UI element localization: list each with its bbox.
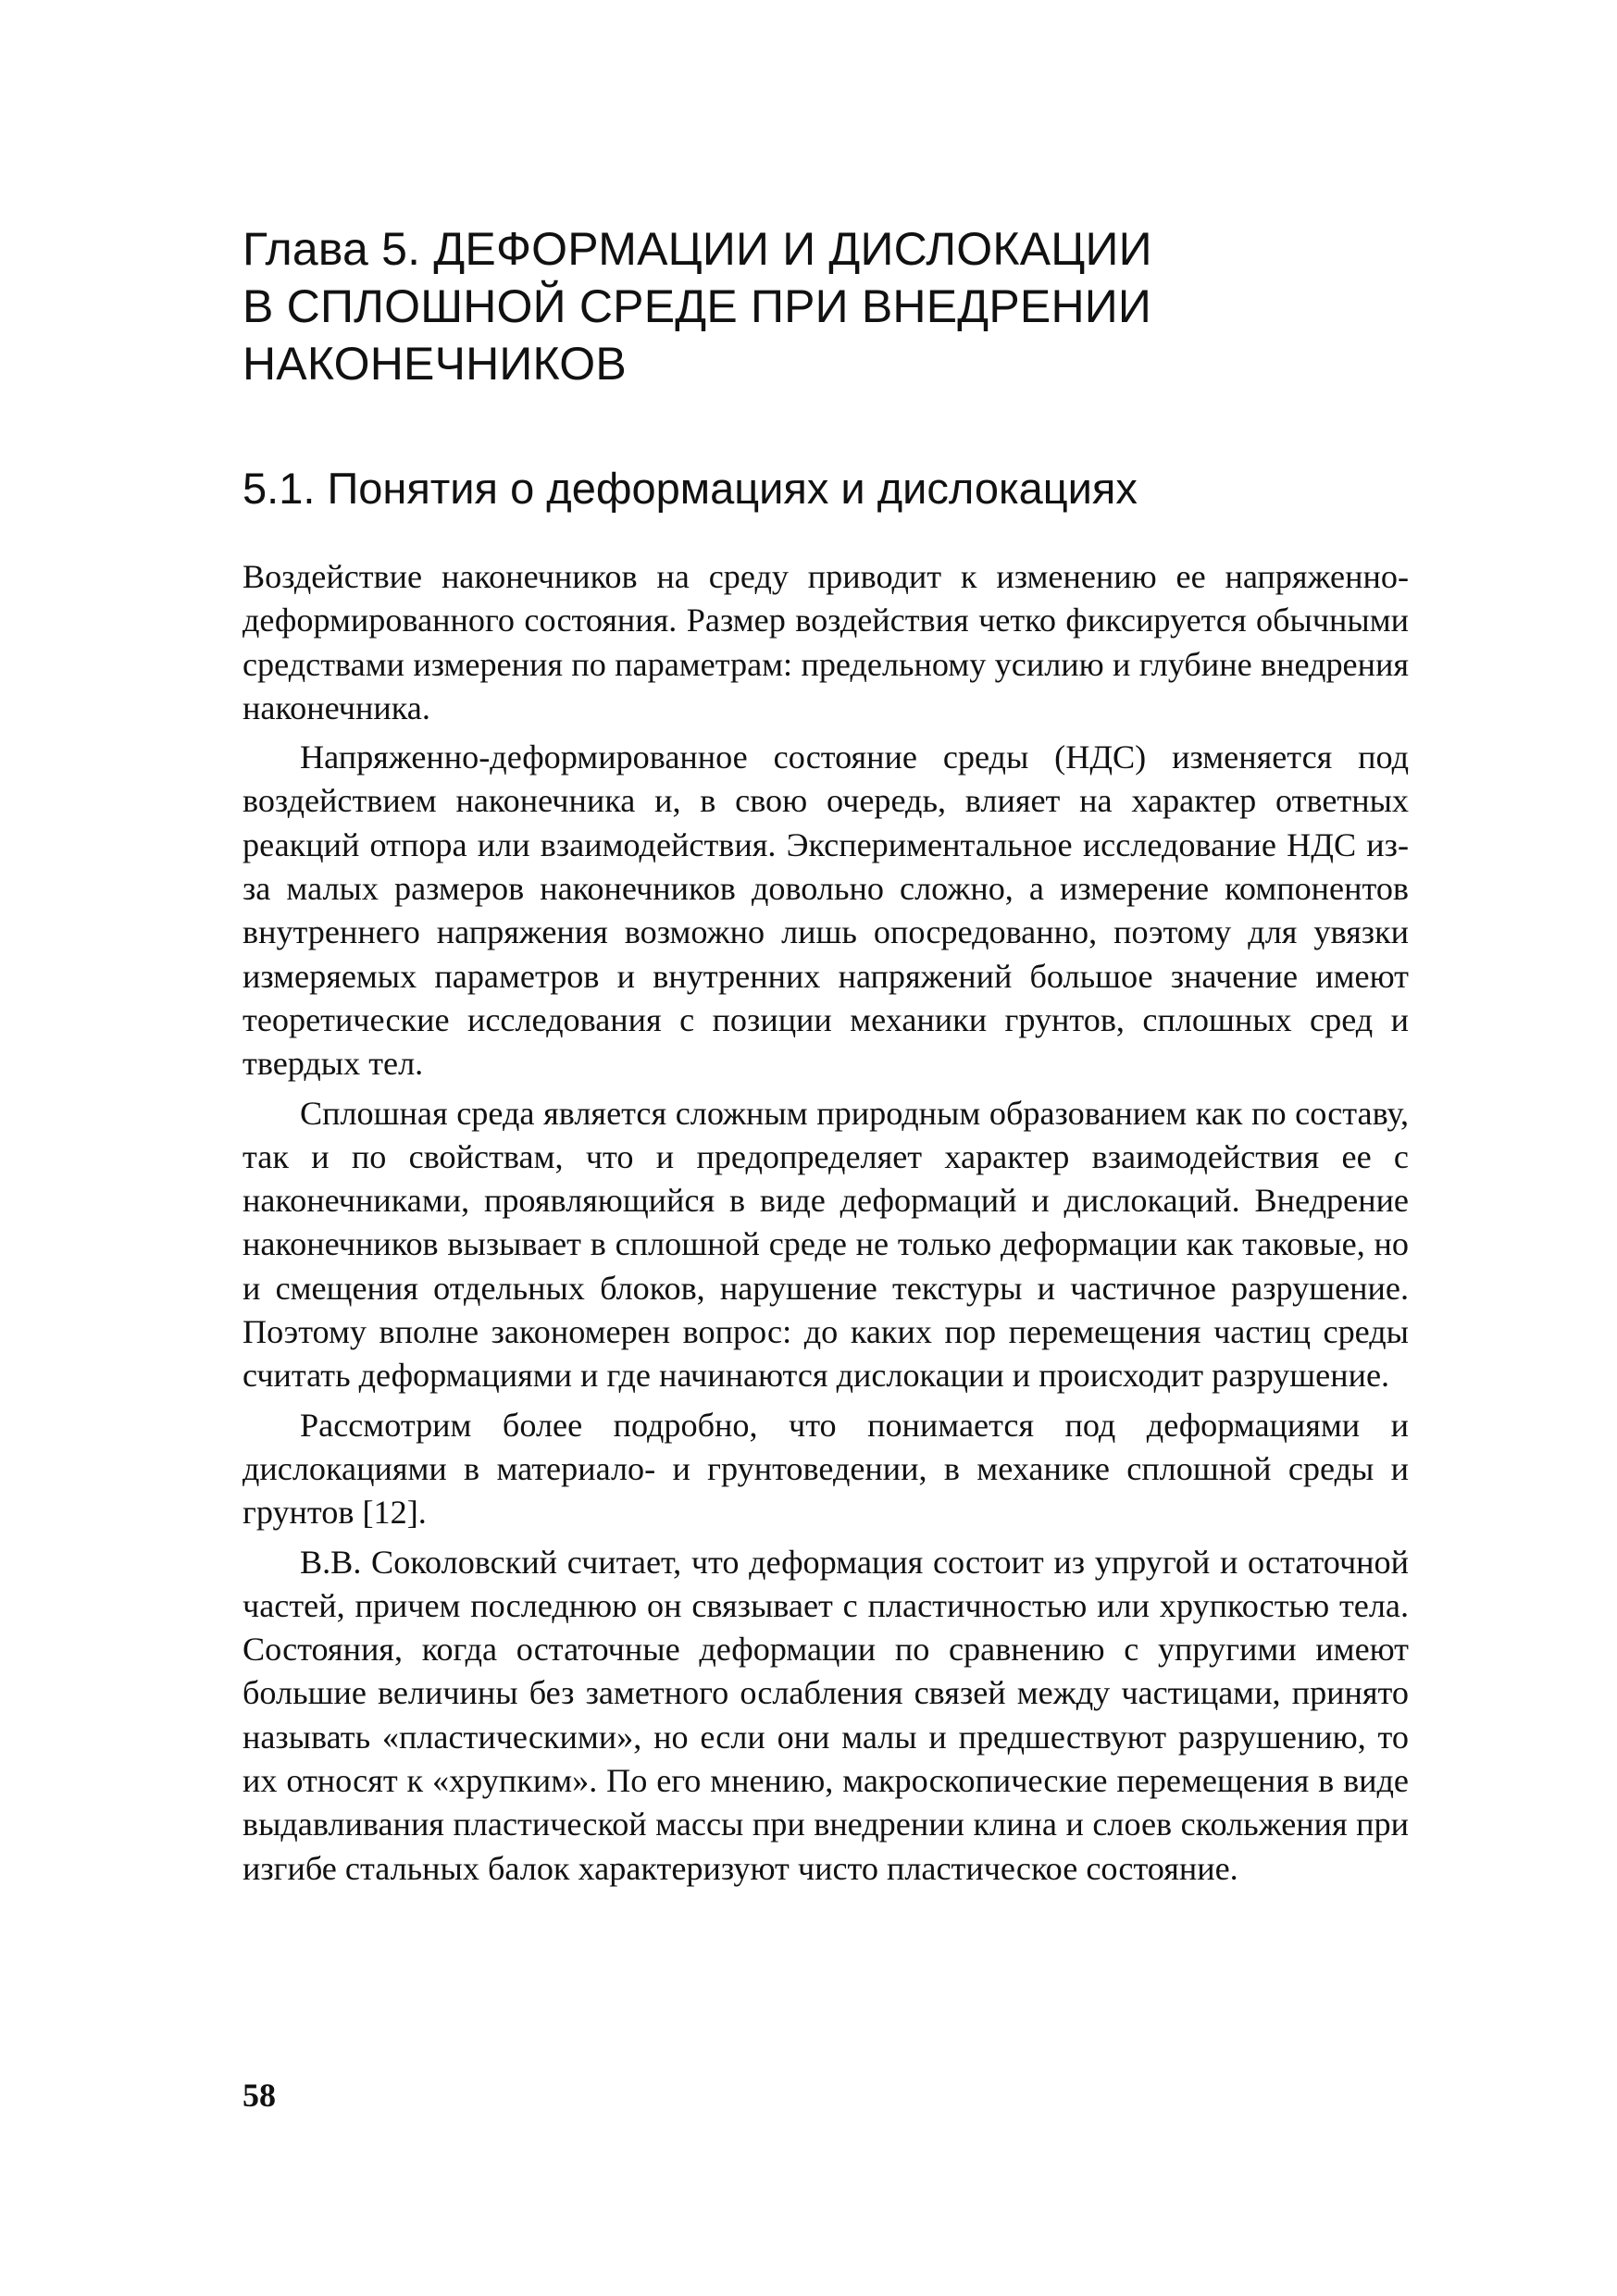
- paragraph: В.В. Соколовский считает, что деформация состоит из упругой и остаточной частей, причем последнюю он связывает с пластичностью или хрупкостью тела. Состояния, когда остаточные деформации по сравнению с упругими имеют большие величины без заметного ослабления связей между частицами, принято называть «пластическими», но если они малы и предшествуют разрушению, то их относят к «хрупким». По его мнению, макроскопические перемещения в виде выдавливания пластической массы при внедрении клина и слоев скольжения при изгибе стальных балок характеризуют чисто пластическое состояние.: [243, 1543, 1409, 1887]
- chapter-title-line-1: Глава 5. ДЕФОРМАЦИИ И ДИСЛОКАЦИИ: [243, 223, 1152, 275]
- body-text: [243, 555, 1409, 1896]
- page-number: 58: [243, 2077, 276, 2114]
- chapter-title: [243, 220, 1409, 392]
- chapter-title-line-2: В СПЛОШНОЙ СРЕДЕ ПРИ ВНЕДРЕНИИ: [243, 280, 1152, 332]
- section-title: 5.1. Понятия о деформациях и дислокациях: [243, 464, 1138, 513]
- paragraph: Сплошная среда является сложным природным образованием как по составу, так и по свойствам, что и предопределяет характер взаимодействия ее с наконечниками, проявляющийся в виде деформаций и дислокаций. Внедрение наконечников вызывает в сплошной среде не только деформации как таковые, но и смещения отдельных блоков, нарушение текстуры и частичное разрушение. Поэтому вполне закономерен вопрос: до каких пор перемещения частиц среды считать деформациями и где начинаются дислокации и происходит разрушение.: [243, 1094, 1409, 1395]
- chapter-title-line-3: НАКОНЕЧНИКОВ: [243, 338, 627, 390]
- paragraph: Рассмотрим более подробно, что понимается под деформациями и дислокациями в материало- и грунтоведении, в механике сплошной среды и грунтов [12].: [243, 1406, 1409, 1532]
- paragraph: Воздействие наконечников на среду приводит к изменению ее напряженно-деформированного состояния. Размер воздействия четко фиксируется обычными средствами измерения по параметрам: предельному усилию и глубине внедрения наконечника.: [243, 558, 1409, 726]
- paragraph: Напряженно-деформированное состояние среды (НДС) изменяется под воздействием наконечника и, в свою очередь, влияет на характер ответных реакций отпора или взаимодействия. Экспериментальное исследование НДС из-за малых размеров наконечников довольно сложно, а измерение компонентов внутреннего напряжения возможно лишь опосредованно, поэтому для увязки измеряемых параметров и внутренних напряжений большое значение имеют теоретические исследования с позиции механики грунтов, сплошных сред и твердых тел.: [243, 738, 1409, 1083]
